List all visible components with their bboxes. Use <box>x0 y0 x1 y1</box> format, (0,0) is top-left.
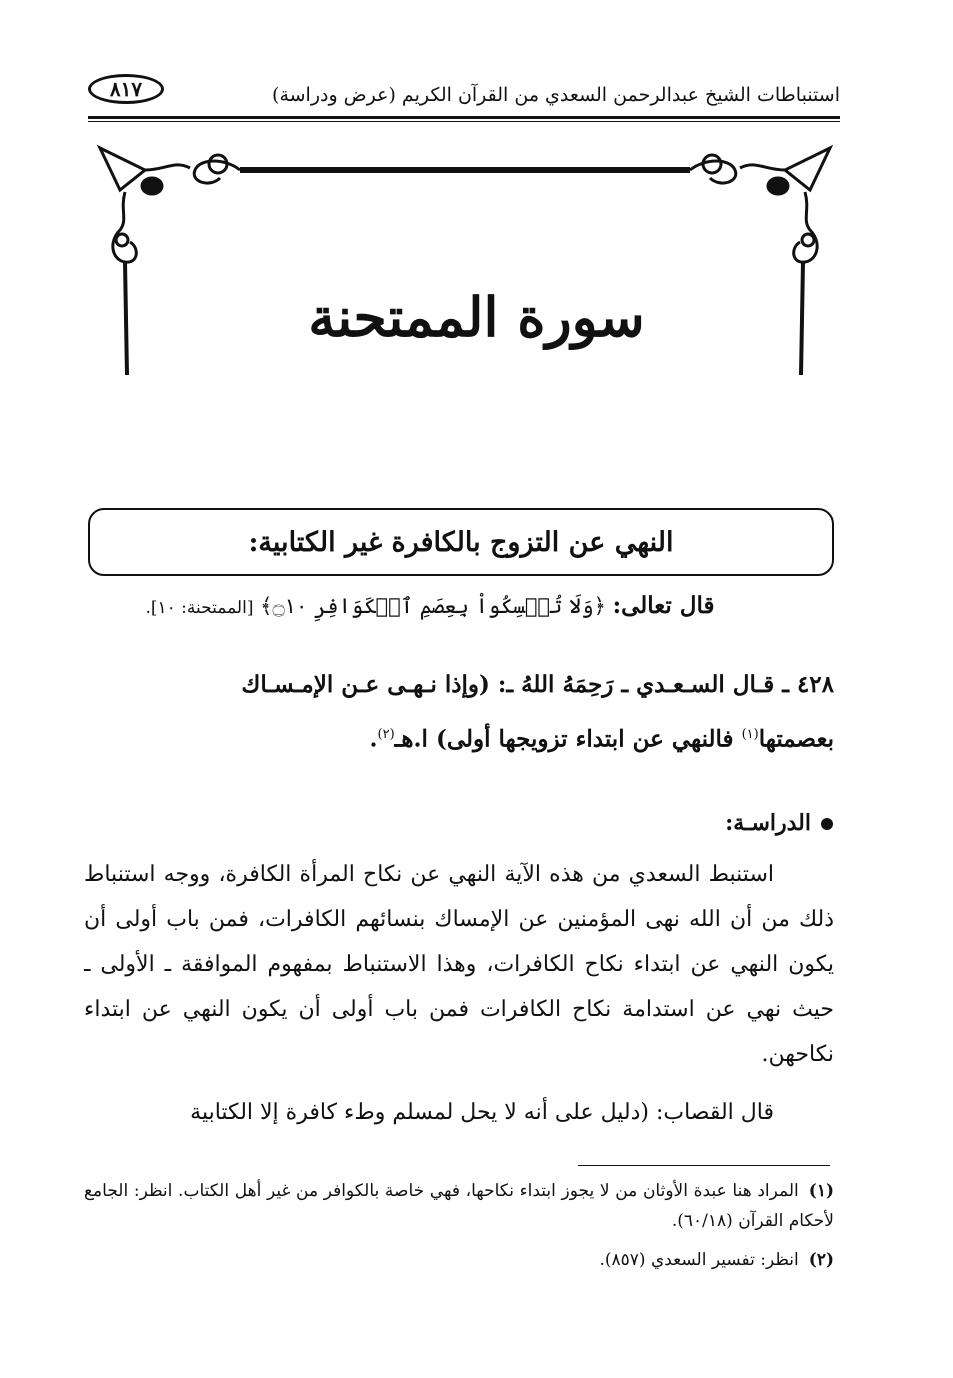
verse-text: ﴿وَلَا تُمۡسِكُواْ بِعِصَمِ ٱلۡكَوَافِرِ ۝١٠﴾ <box>260 594 606 618</box>
footnote-ref-2[interactable]: (٢) <box>377 727 395 742</box>
quote-text-a: بعصمتها <box>758 725 834 753</box>
saadi-quote <box>84 660 834 765</box>
ornament-frame-icon <box>90 130 840 390</box>
study-paragraph-1: استنبط السعدي من هذه الآية النهي عن نكاح المرأة الكافرة، ووجه استنباط ذلك من أن الله نهى المؤمنين عن الإمساك بنسائهم الكافرات، فمن باب أولى أن يكون النهي عن ابتداء نكاح الكافرات، وهذا الاستنباط بمفهوم الموافقة ـ الأولى ـ حيث نهي عن استدامة نكاح الكافرات فمن باب أولى أن يكون النهي عن ابتداء نكاحهن. <box>84 862 834 1067</box>
footnote-separator <box>578 1165 830 1166</box>
footnote-text: المراد هنا عبدة الأوثان من لا يجوز ابتداء نكاحها، فهي خاصة بالكوافر من غير أهل الكتاب. انظر: الجامع لأحكام القرآن (٦٠/١٨). <box>84 1181 834 1231</box>
surah-title: سورة الممتحنة <box>308 285 645 349</box>
section-heading-box <box>88 508 834 576</box>
verse-intro: قال تعالى: <box>612 592 715 619</box>
quote-line-1: ٤٢٨ ـ قـال السـعـدي ـ رَحِمَهُ اللهُ ـ: (وإذا نـهـى عـن الإمـسـاك <box>241 671 834 698</box>
section-heading: النهي عن التزوج بالكافرة غير الكتابية: <box>248 526 674 558</box>
footnote-mark: (٢) <box>808 1250 834 1270</box>
running-header <box>88 68 840 114</box>
verse-line <box>90 592 770 619</box>
study-paragraph-2: قال القصاب: (دليل على أنه لا يحل لمسلم وطء كافرة إلا الكتابية <box>190 1100 774 1125</box>
quote-line-2 <box>84 710 834 765</box>
book-title: استنباطات الشيخ عبدالرحمن السعدي من القرآن الكريم (عرض ودراسة) <box>272 84 840 106</box>
header-rule <box>88 116 840 119</box>
header-rule-thin <box>88 121 840 122</box>
quote-end: . <box>369 725 378 753</box>
bullet-icon <box>821 818 833 830</box>
quote-text-b: فالنهي عن ابتداء تزويجها أولى) ا.هـ <box>394 725 742 753</box>
footnote-2 <box>84 1245 834 1275</box>
study-heading <box>725 810 833 836</box>
footnotes <box>84 1176 834 1284</box>
footnote-text: انظر: تفسير السعدي (٨٥٧). <box>599 1250 799 1270</box>
verse-reference: [الممتحنة: ١٠]. <box>145 598 254 618</box>
footnote-ref-1[interactable]: (١) <box>741 727 759 742</box>
study-heading-text: الدراسـة: <box>725 810 811 836</box>
footnote-1 <box>84 1176 834 1236</box>
page-number: ٨١٧ <box>88 74 164 104</box>
footnote-mark: (١) <box>808 1181 834 1201</box>
